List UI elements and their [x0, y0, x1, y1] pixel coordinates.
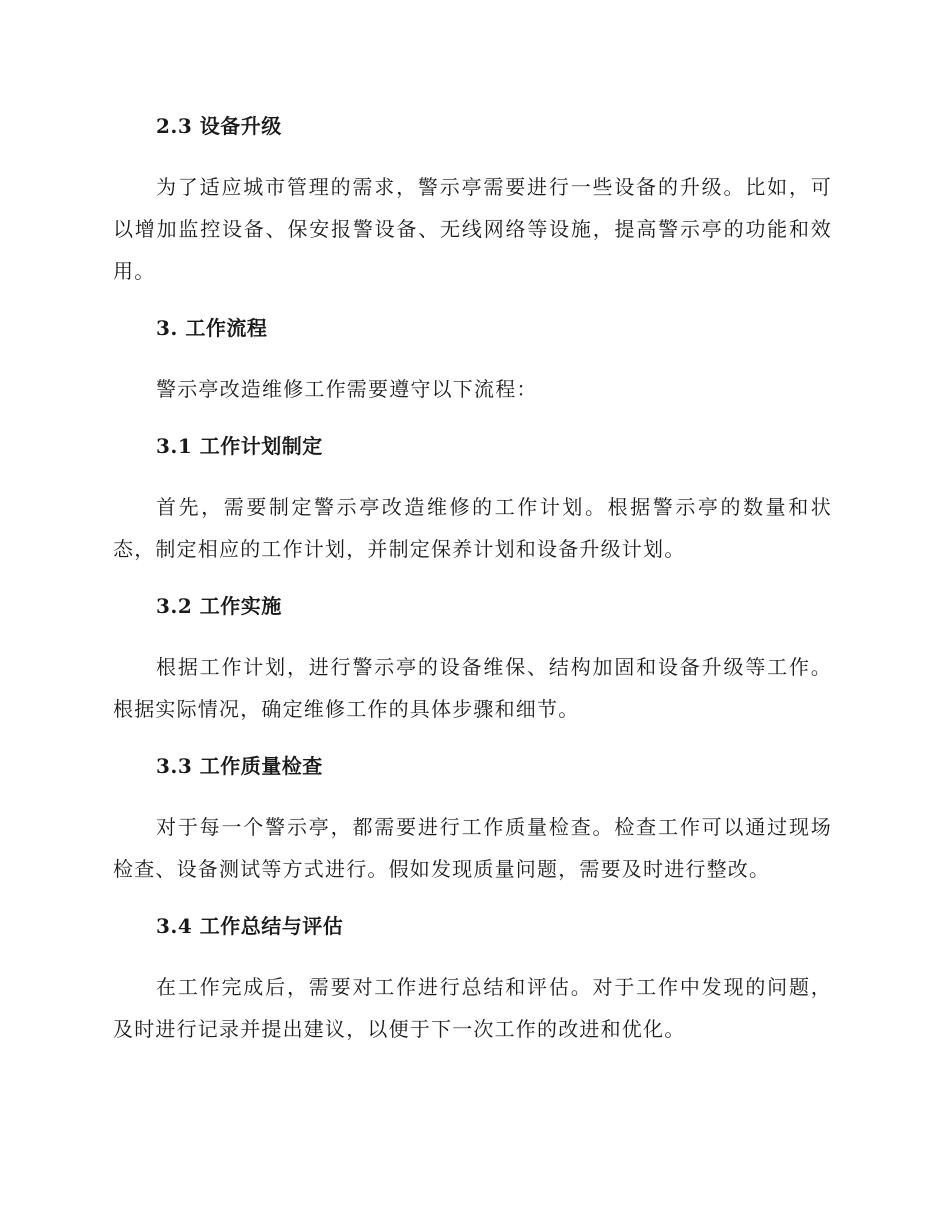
section-paragraph: 对于每一个警示亭，都需要进行工作质量检查。检查工作可以通过现场检查、设备测试等方式进行。假如发现质量问题，需要及时进行整改。 — [113, 815, 832, 881]
section-3-3 — [113, 752, 832, 890]
section-3 — [113, 314, 832, 410]
section-heading: 3.4 工作总结与评估 — [156, 914, 344, 938]
section-paragraph: 根据工作计划，进行警示亭的设备维保、结构加固和设备升级等工作。根据实际情况，确定维修工作的具体步骤和细节。 — [113, 655, 832, 721]
section-2-3 — [113, 112, 832, 292]
section-3-1 — [113, 432, 832, 570]
section-paragraph: 为了适应城市管理的需求，警示亭需要进行一些设备的升级。比如，可以增加监控设备、保安报警设备、无线网络等设施，提高警示亭的功能和效用。 — [113, 175, 832, 283]
section-heading: 3.1 工作计划制定 — [156, 434, 323, 458]
section-paragraph: 在工作完成后，需要对工作进行总结和评估。对于工作中发现的问题，及时进行记录并提出建议，以便于下一次工作的改进和优化。 — [113, 975, 832, 1041]
section-heading: 3. 工作流程 — [156, 316, 268, 340]
section-heading: 3.2 工作实施 — [156, 594, 282, 618]
section-3-2 — [113, 592, 832, 730]
section-heading: 3.3 工作质量检查 — [156, 754, 323, 778]
section-paragraph: 首先，需要制定警示亭改造维修的工作计划。根据警示亭的数量和状态，制定相应的工作计划，并制定保养计划和设备升级计划。 — [113, 495, 832, 561]
section-3-4 — [113, 912, 832, 1050]
section-heading: 2.3 设备升级 — [156, 114, 282, 138]
section-paragraph: 警示亭改造维修工作需要遵守以下流程： — [156, 377, 538, 401]
